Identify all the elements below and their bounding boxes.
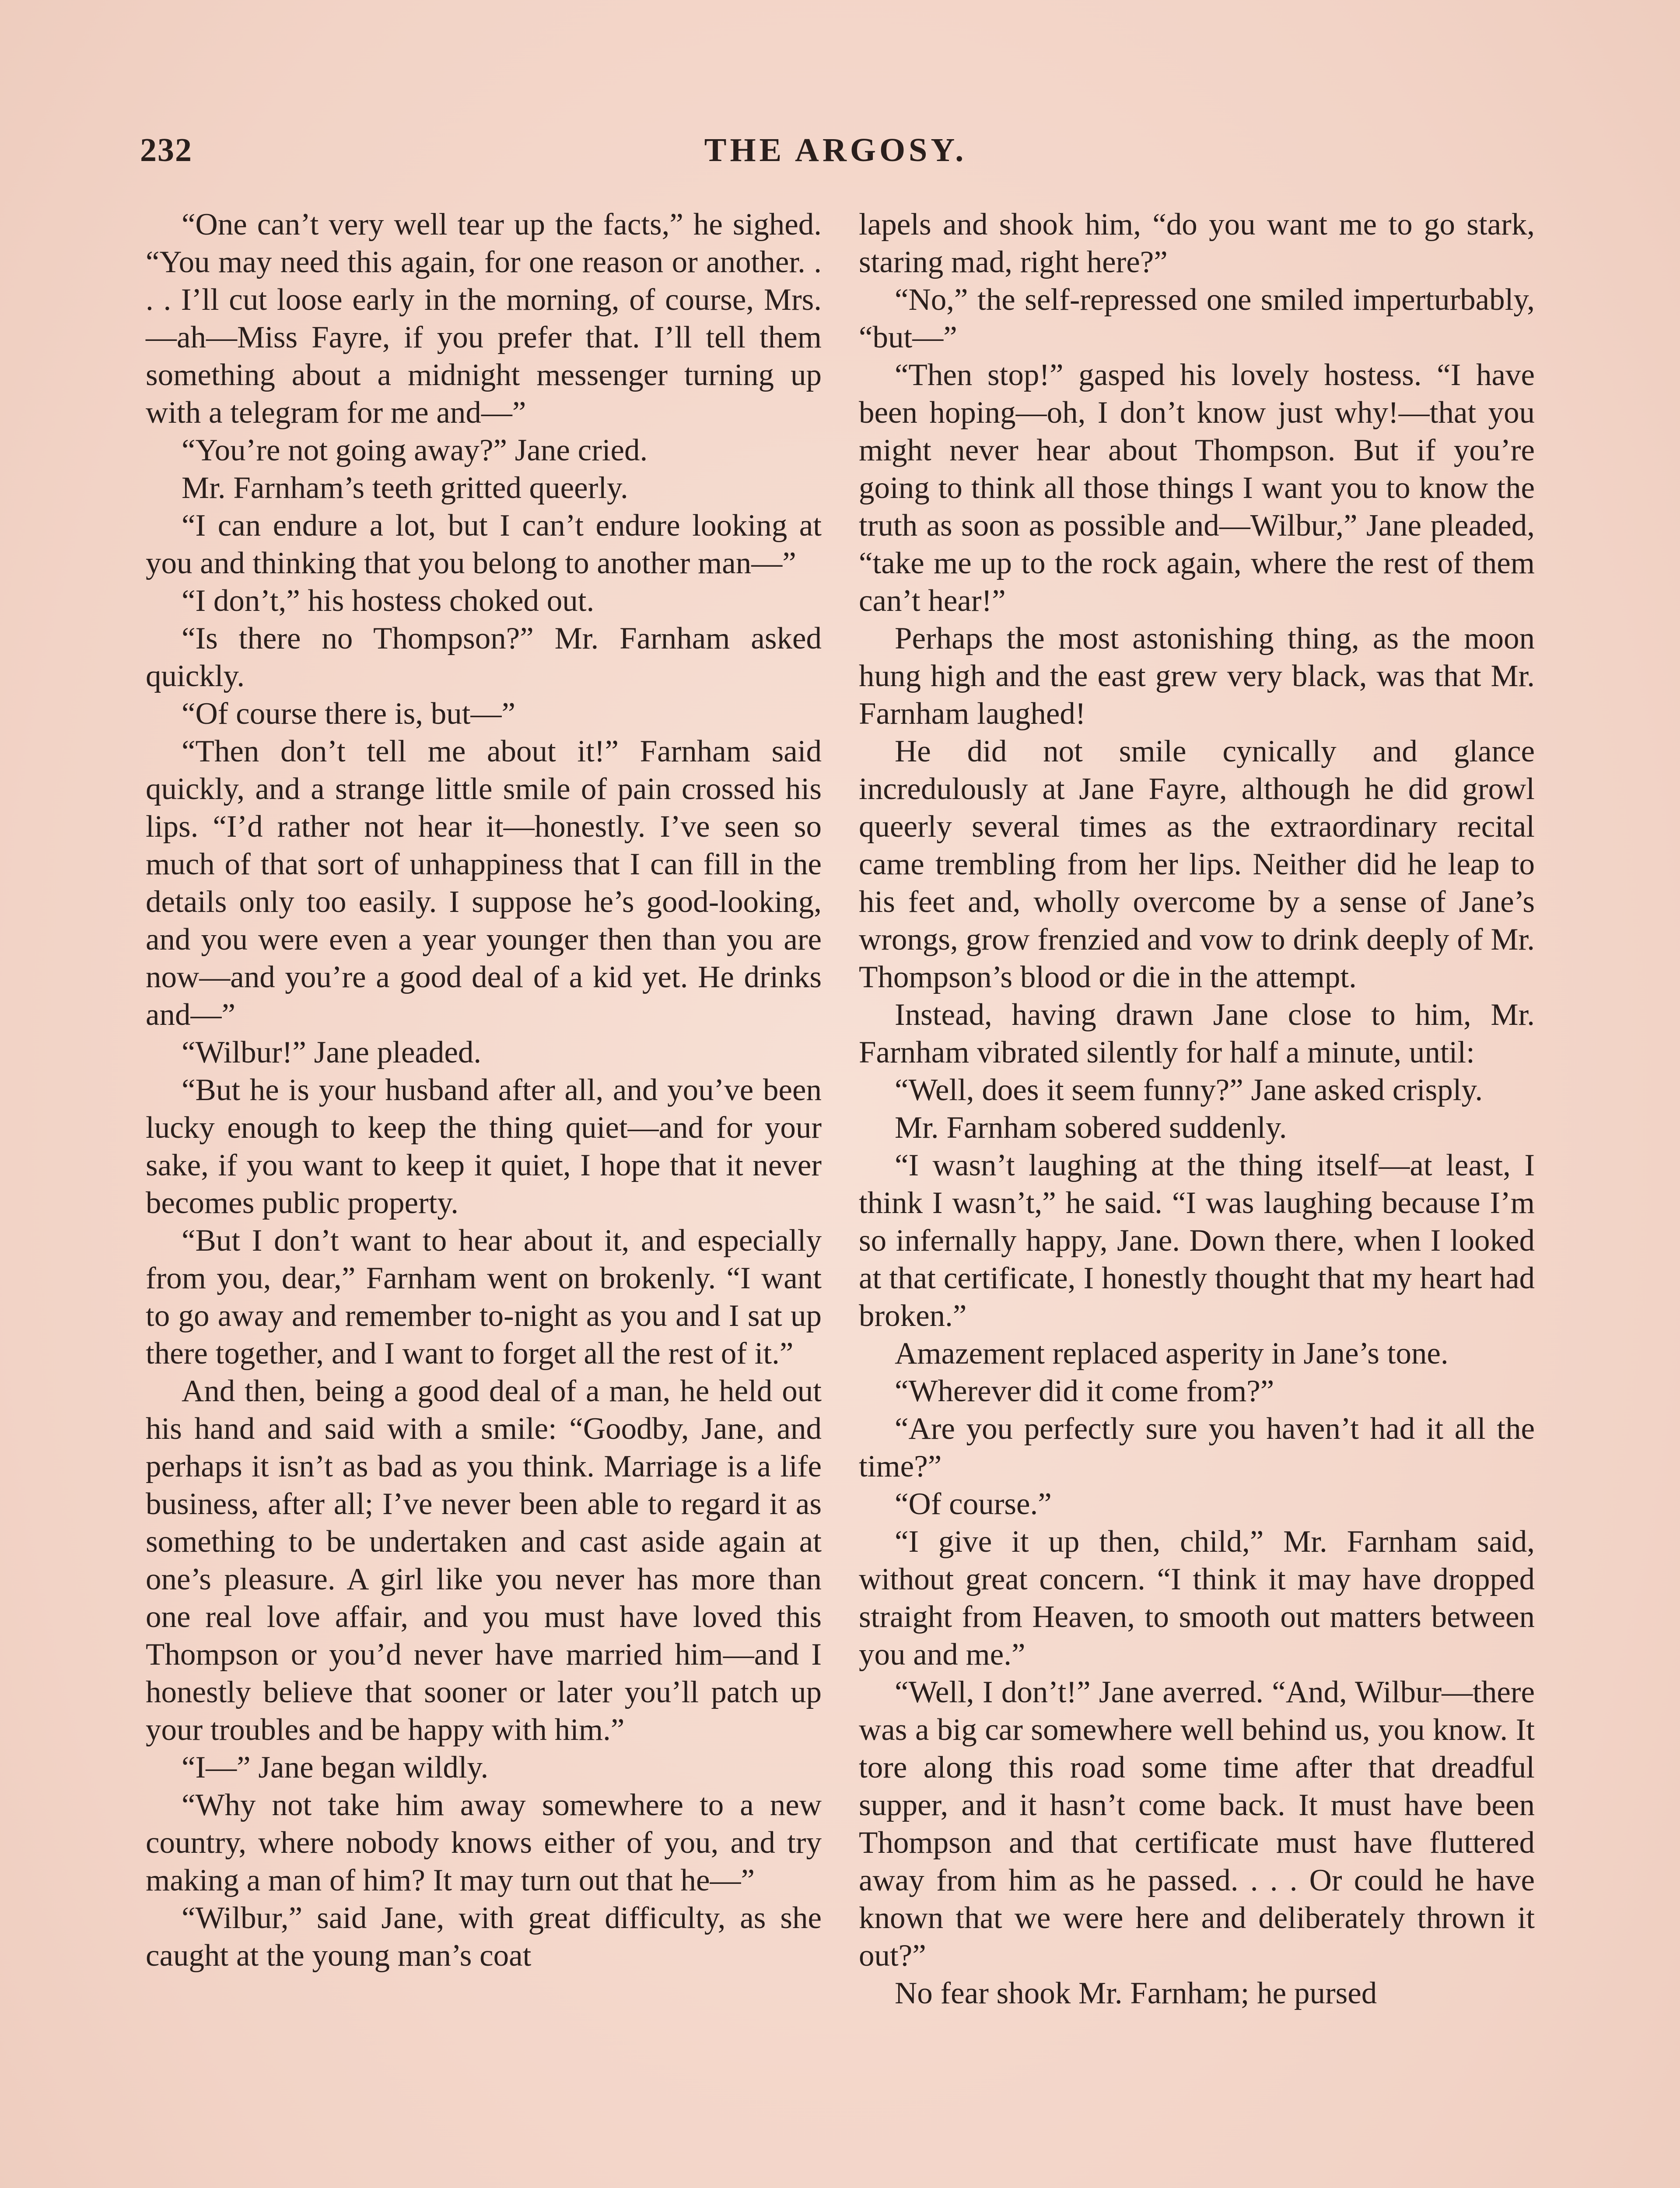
paragraph: “Well, I don’t!” Jane averred. “And, Wilbur—there was a big car somewhere well behind us, you know. It tore along this road some time after that dreadful supper, and it hasn’t come back. It must have been Thompson and that certificate must have fluttered away from him as he passed. . . . Or could he have known that we were here and deliberately thrown it out?” [859, 1675, 1535, 1973]
running-title: THE ARGOSY. [704, 132, 967, 168]
paragraph: “Wilbur,” said Jane, with great difficulty, as she caught at the young man’s coat [146, 1901, 822, 1973]
paragraph: “I give it up then, child,” Mr. Farnham said, without great concern. “I think it may have dropped straight from Heaven, to smooth out matters between you and me.” [859, 1525, 1535, 1672]
paragraph: “No,” the self-repressed one smiled imperturbably, “but—” [859, 283, 1535, 354]
paragraph: Mr. Farnham sobered suddenly. [895, 1111, 1287, 1145]
paragraph: “Why not take him away somewhere to a new country, where nobody knows either of you, and try making a man of him? It may turn out that he—” [146, 1788, 822, 1897]
paragraph: “I don’t,” his hostess choked out. [182, 584, 595, 618]
page-number: 232 [140, 132, 192, 168]
paragraph: He did not smile cynically and glance incredulously at Jane Fayre, although he did growl queerly several times as the extraordinary recital came trembling from her lips. Neither did he leap to his feet and, wholly overcome by a sense of Jane’s wrongs, grow frenzied and vow to drink deeply of Mr. Thompson’s blood or die in the attempt. [859, 734, 1535, 994]
paragraph: “One can’t very well tear up the facts,” he sighed. “You may need this again, for one reason or another. . . . I’ll cut loose early in the morning, of course, Mrs.—ah—Miss Fayre, if you prefer that. I’ll tell them something about a midnight messenger turning up with a telegram for me and—” [146, 207, 822, 430]
paragraph: “Wherever did it come from?” [895, 1374, 1274, 1408]
paragraph: “I—” Jane began wildly. [182, 1750, 489, 1785]
paragraph: “Then stop!” gasped his lovely hostess. “I have been hoping—oh, I don’t know just why!—that you might never hear about Thompson. But if you’re going to think all those things I want you to know the truth as soon as possible and—Wilbur,” Jane pleaded, “take me up to the rock again, where the rest of them can’t hear!” [859, 358, 1535, 618]
page-header [140, 131, 1531, 184]
paragraph: “Is there no Thompson?” Mr. Farnham asked quickly. [146, 621, 822, 693]
paragraph: lapels and shook him, “do you want me to go stark, staring mad, right here?” [859, 207, 1535, 279]
paragraph: No fear shook Mr. Farnham; he pursed [895, 1976, 1377, 2010]
right-text-column [859, 206, 1535, 2012]
paragraph: “Of course.” [895, 1487, 1052, 1521]
left-text-column [146, 206, 822, 1974]
paragraph: “I can endure a lot, but I can’t endure looking at you and thinking that you belong to another man—” [146, 508, 822, 580]
paragraph: Amazement replaced asperity in Jane’s tone. [895, 1336, 1449, 1371]
paragraph: “Then don’t tell me about it!” Farnham said quickly, and a strange little smile of pain crossed his lips. “I’d rather not hear it—honestly. I’ve seen so much of that sort of unhappiness that I can fill in the details only too easily. I suppose he’s good-looking, and you were even a year younger then than you are now—and you’re a good deal of a kid yet. He drinks and—” [146, 734, 822, 1032]
paragraph: Perhaps the most astonishing thing, as the moon hung high and the east grew very black, was that Mr. Farnham laughed! [859, 621, 1535, 731]
paragraph: Mr. Farnham’s teeth gritted queerly. [182, 471, 628, 505]
paragraph: “Well, does it seem funny?” Jane asked crisply. [895, 1073, 1483, 1107]
paragraph: “You’re not going away?” Jane cried. [182, 433, 648, 467]
paragraph: “Of course there is, but—” [182, 697, 515, 731]
paragraph: “But he is your husband after all, and you’ve been lucky enough to keep the thing quiet—and for your sake, if you want to keep it quiet, I hope that it never becomes public property. [146, 1073, 822, 1220]
paragraph: And then, being a good deal of a man, he held out his hand and said with a smile: “Goodby, Jane, and perhaps it isn’t as bad as you think. Marriage is a life business, after all; I’ve never been able to regard it as something to be undertaken and cast aside again at one’s pleasure. A girl like you never has more than one real love affair, and you must have loved this Thompson or you’d never have married him—and I honestly believe that sooner or later you’ll patch up your troubles and be happy with him.” [146, 1374, 822, 1747]
paragraph: “Are you perfectly sure you haven’t had it all the time?” [859, 1412, 1535, 1483]
paragraph: “But I don’t want to hear about it, and especially from you, dear,” Farnham went on brokenly. “I want to go away and remember to-night as you and I sat up there together, and I want to forget all the rest of it.” [146, 1224, 822, 1371]
paragraph: “Wilbur!” Jane pleaded. [182, 1035, 482, 1069]
paragraph: Instead, having drawn Jane close to him, Mr. Farnham vibrated silently for half a minute, until: [859, 998, 1535, 1069]
paragraph: “I wasn’t laughing at the thing itself—at least, I think I wasn’t,” he said. “I was laughing because I’m so infernally happy, Jane. Down there, when I looked at that certificate, I honestly thought that my heart had broken.” [859, 1148, 1535, 1333]
